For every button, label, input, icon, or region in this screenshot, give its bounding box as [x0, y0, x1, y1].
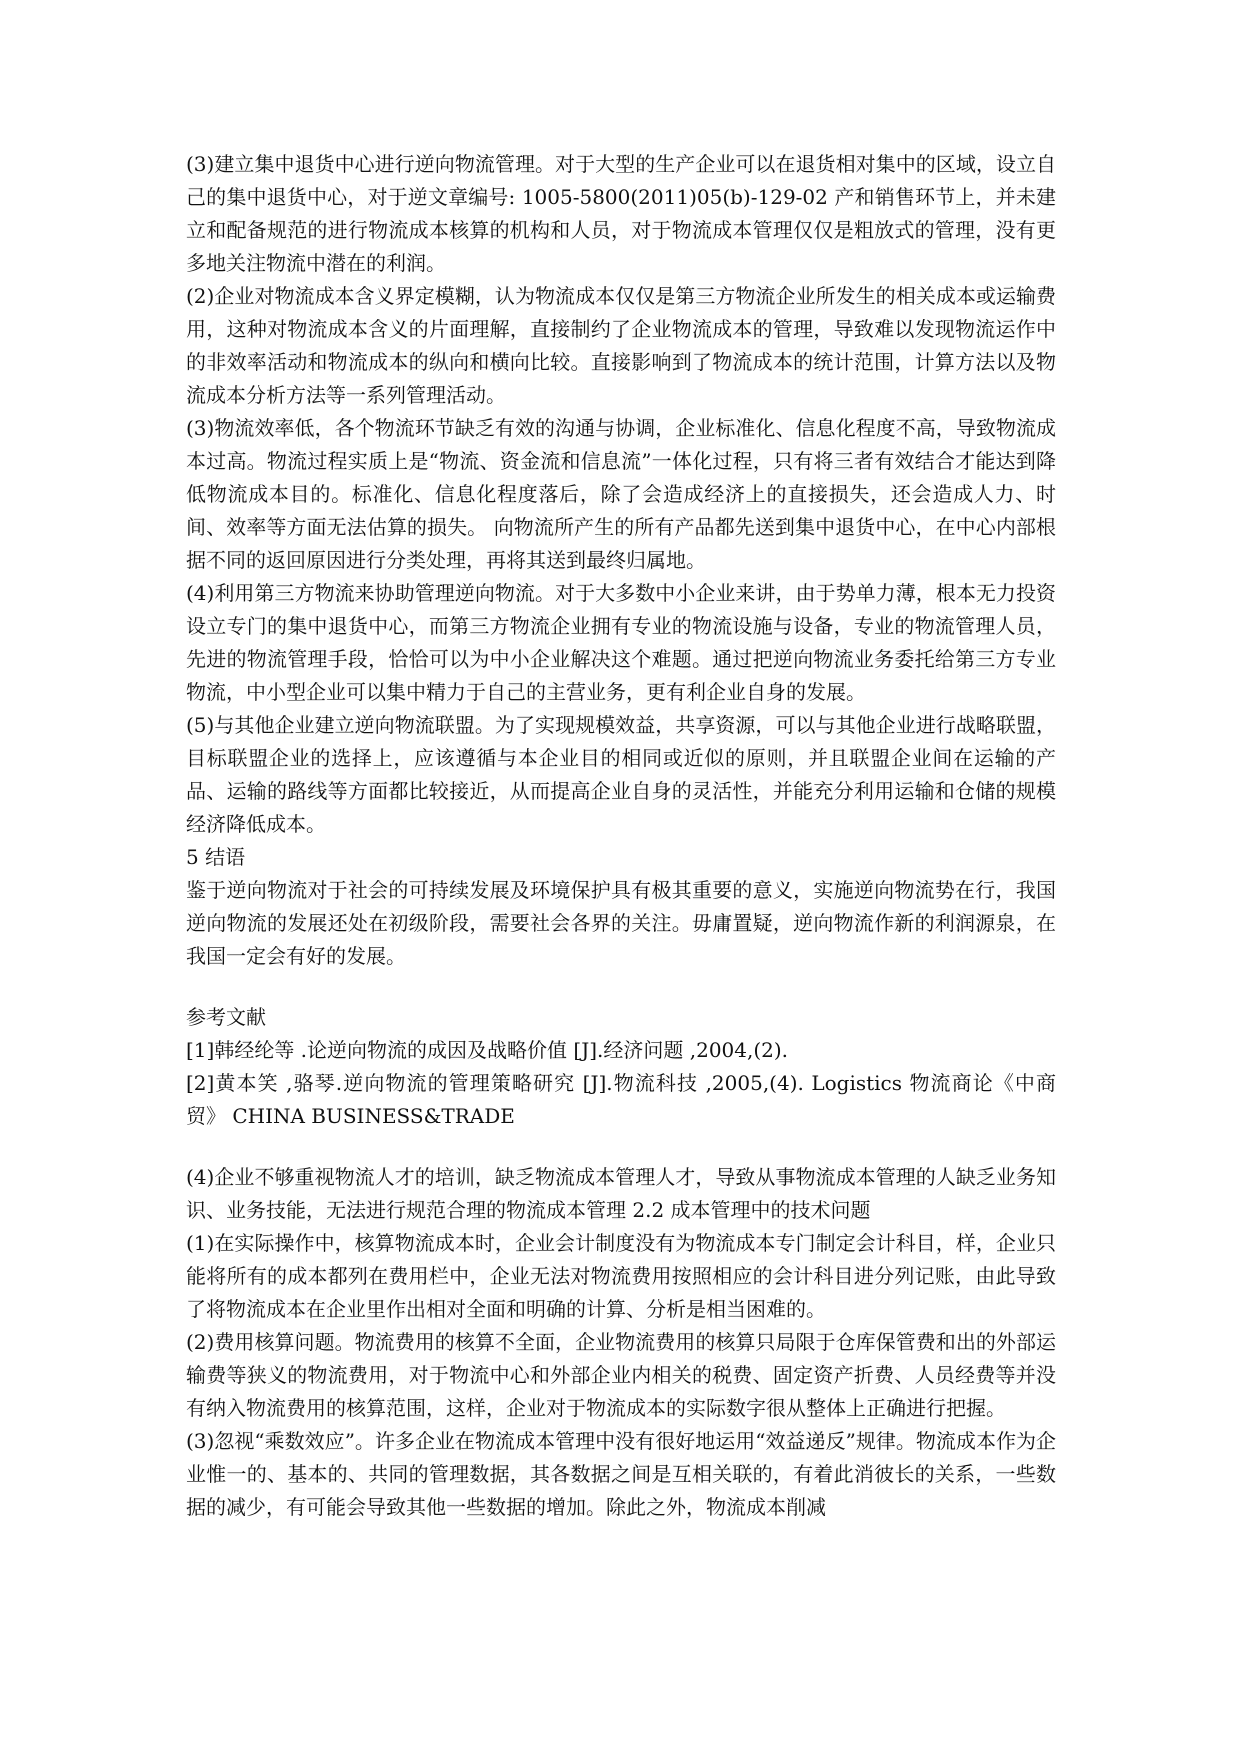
paragraph: (5)与其他企业建立逆向物流联盟。为了实现规模效益，共享资源，可以与其他企业进行战略联盟，目标联盟企业的选择上，应该遵循与本企业目的相同或近似的原则，并且联盟企业间在运输的产品、运输的路线等方面都比较接近，从而提高企业自身的灵活性，并能充分利用运输和仓储的规模经济降低成本。: [186, 713, 1056, 836]
paragraph: 鉴于逆向物流对于社会的可持续发展及环境保护具有极其重要的意义，实施逆向物流势在行，我国逆向物流的发展还处在初级阶段，需要社会各界的关注。毋庸置疑，逆向物流作新的利润源泉，在我国一定会有好的发展。: [186, 878, 1056, 968]
spacer: [186, 973, 1056, 1001]
paragraph: (4)企业不够重视物流人才的培训，缺乏物流成本管理人才，导致从事物流成本管理的人缺乏业务知识、业务技能，无法进行规范合理的物流成本管理 2.2 成本管理中的技术问题: [186, 1165, 1056, 1222]
section-heading: 5 结语: [186, 845, 246, 869]
paragraph: (1)在实际操作中，核算物流成本时，企业会计制度没有为物流成本专门制定会计科目，样，企业只能将所有的成本都列在费用栏中，企业无法对物流费用按照相应的会计科目进分列记账，由此导致了将物流成本在企业里作出相对全面和明确的计算、分析是相当困难的。: [186, 1231, 1056, 1321]
paragraph: (3)建立集中退货中心进行逆向物流管理。对于大型的生产企业可以在退货相对集中的区域，设立自己的集中退货中心，对于逆文章编号: 1005-5800(2011)05(b)-129-02 产和销售环节上，并未建立和配备规范的进行物流成本核算的机构和人员，对于物流成本管理仅仅是粗放式的管理，没有更多地关注物流中潜在的利润。: [186, 152, 1056, 275]
reference-item: [2]黄本笑 ,骆琴.逆向物流的管理策略研究 [J].物流科技 ,2005,(4). Logistics 物流商论《中商贸》 CHINA BUSINESS&TRADE: [186, 1071, 1056, 1128]
paragraph: (3)忽视“乘数效应”。许多企业在物流成本管理中没有很好地运用“效益递反”规律。物流成本作为企业惟一的、基本的、共同的管理数据，其各数据之间是互相关联的，有着此消彼长的关系，一些数据的减少，有可能会导致其他一些数据的增加。除此之外，物流成本削减: [186, 1429, 1056, 1519]
paragraph: (2)企业对物流成本含义界定模糊，认为物流成本仅仅是第三方物流企业所发生的相关成本或运输费用，这种对物流成本含义的片面理解，直接制约了企业物流成本的管理，导致难以发现物流运作中的非效率活动和物流成本的纵向和横向比较。直接影响到了物流成本的统计范围，计算方法以及物流成本分析方法等一系列管理活动。: [186, 284, 1056, 407]
paragraph: (4)利用第三方物流来协助管理逆向物流。对于大多数中小企业来讲，由于势单力薄，根本无力投资设立专门的集中退货中心，而第三方物流企业拥有专业的物流设施与设备，专业的物流管理人员，先进的物流管理手段，恰恰可以为中小企业解决这个难题。通过把逆向物流业务委托给第三方专业物流，中小型企业可以集中精力于自己的主营业务，更有利企业自身的发展。: [186, 581, 1056, 704]
document-page: [186, 148, 1056, 1524]
spacer: [186, 1133, 1056, 1161]
reference-item: [1]韩经纶等 .论逆向物流的成因及战略价值 [J].经济问题 ,2004,(2).: [186, 1038, 789, 1062]
references-title: 参考文献: [186, 1005, 266, 1029]
paragraph: (2)费用核算问题。物流费用的核算不全面，企业物流费用的核算只局限于仓库保管费和出的外部运输费等狭义的物流费用，对于物流中心和外部企业内相关的税费、固定资产折费、人员经费等并没有纳入物流费用的核算范围，这样，企业对于物流成本的实际数字很从整体上正确进行把握。: [186, 1330, 1056, 1420]
paragraph: (3)物流效率低，各个物流环节缺乏有效的沟通与协调，企业标准化、信息化程度不高，导致物流成本过高。物流过程实质上是“物流、资金流和信息流”一体化过程，只有将三者有效结合才能达到降低物流成本目的。标准化、信息化程度落后，除了会造成经济上的直接损失，还会造成人力、时间、效率等方面无法估算的损失。 向物流所产生的所有产品都先送到集中退货中心，在中心内部根据不同的返回原因进行分类处理，再将其送到最终归属地。: [186, 416, 1056, 572]
